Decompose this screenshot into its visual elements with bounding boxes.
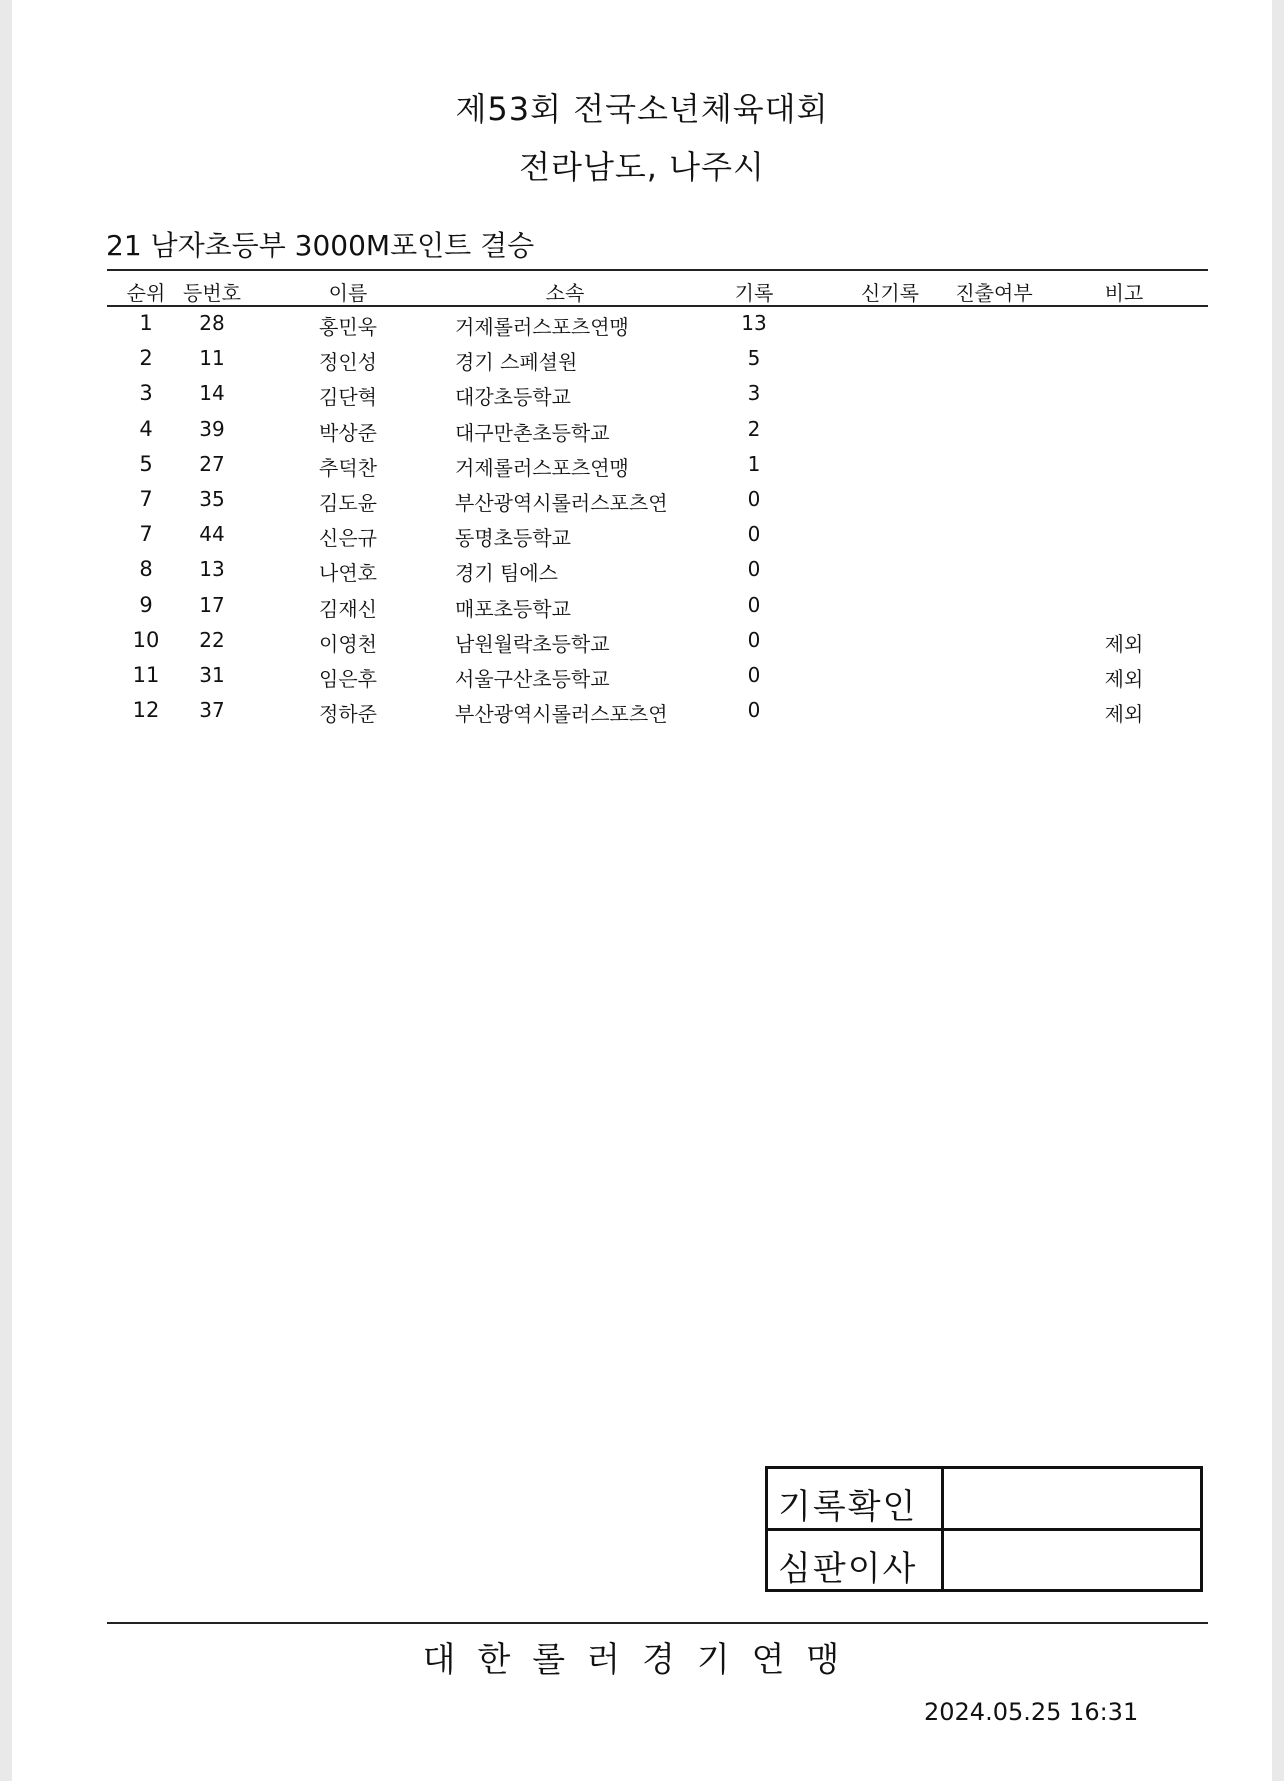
table-row [12,698,1272,726]
record-cell: 13 [741,311,767,335]
record-cell: 0 [747,487,761,511]
rank-cell: 7 [139,522,153,547]
event-title: 21 남자초등부 3000M포인트 결승 [106,229,535,262]
name-cell: 김재신 [319,596,377,621]
name-cell: 정인성 [319,350,377,375]
team-cell: 경기 스페셜원 [455,350,578,375]
team-cell: 경기 팀에스 [455,561,558,586]
rank-cell: 3 [139,381,153,406]
header-rank: 순위 [126,281,166,305]
table-row [12,311,1272,339]
record-cell: 0 [747,698,761,723]
header-team: 소속 [545,281,585,305]
table-row [12,487,1272,515]
bib-cell: 13 [199,557,225,582]
name-cell: 김도윤 [319,491,377,515]
table-row [12,522,1272,550]
note-cell: 제외 [1104,667,1144,691]
header-advance: 진출여부 [955,281,1033,305]
record-cell: 3 [747,381,761,406]
rank-cell: 8 [139,557,153,582]
bib-cell: 44 [199,522,225,547]
table-row [12,593,1272,621]
team-cell: 부산광역시롤러스포츠연 [455,702,668,727]
bib-cell: 14 [199,381,225,406]
table-row [12,557,1272,585]
record-cell: 0 [747,557,761,582]
record-cell: 5 [747,346,761,371]
record-cell: 0 [747,592,761,617]
bib-cell: 17 [199,592,225,617]
header-record: 기록 [734,281,774,305]
bib-cell: 28 [199,311,225,335]
competition-location: 전라남도, 나주시 [519,148,765,186]
table-row [12,346,1272,374]
record-confirm-label: 기록확인 [778,1487,918,1527]
name-cell: 추덕찬 [319,455,377,480]
name-cell: 홍민욱 [319,315,377,339]
name-cell: 나연호 [319,561,377,586]
header-new-record: 신기록 [861,281,919,305]
rank-cell: 9 [139,592,153,617]
table-row [12,417,1272,445]
record-cell: 0 [747,627,761,652]
referee-label: 심판이사 [778,1549,918,1589]
name-cell: 이영천 [319,631,377,656]
record-cell: 2 [747,416,761,441]
team-cell: 동명초등학교 [455,526,571,551]
bib-cell: 35 [199,487,225,511]
table-row [12,663,1272,691]
note-cell: 제외 [1104,702,1144,727]
table-row [12,452,1272,480]
team-cell: 대강초등학교 [455,385,571,410]
record-cell: 1 [747,451,761,476]
name-cell: 신은규 [319,526,377,551]
name-cell: 정하준 [319,702,377,727]
rank-cell: 5 [139,451,153,476]
rank-cell: 4 [139,416,153,441]
document-page [12,0,1272,1781]
bib-cell: 39 [199,416,225,441]
competition-title: 제53회 전국소년체육대회 [455,90,829,128]
team-cell: 남원월락초등학교 [455,631,610,656]
team-cell: 거제롤러스포츠연맹 [455,315,629,339]
bib-cell: 22 [199,627,225,652]
table-top-rule [107,269,1208,271]
bib-cell: 27 [199,451,225,476]
team-cell: 대구만촌초등학교 [455,420,610,445]
table-header [12,277,1272,303]
team-cell: 부산광역시롤러스포츠연 [455,491,668,515]
name-cell: 김단혁 [319,385,377,410]
team-cell: 서울구산초등학교 [455,667,610,691]
table-row [12,381,1272,409]
rank-cell: 10 [132,627,160,652]
print-datetime: 2024.05.25 16:31 [924,1698,1139,1726]
bib-cell: 37 [199,698,225,723]
bib-cell: 11 [199,346,225,371]
table-row [12,628,1272,656]
record-cell: 0 [747,522,761,547]
header-note: 비고 [1104,281,1144,305]
rank-cell: 7 [139,487,153,511]
rank-cell: 1 [139,311,153,335]
header-bib: 등번호 [183,281,241,305]
header-name: 이름 [328,281,368,305]
team-cell: 거제롤러스포츠연맹 [455,455,629,480]
name-cell: 임은후 [319,667,377,691]
record-cell: 0 [747,663,761,687]
rank-cell: 11 [132,663,160,687]
rank-cell: 2 [139,346,153,371]
team-cell: 매포초등학교 [455,596,571,621]
rank-cell: 12 [132,698,160,723]
bib-cell: 31 [199,663,225,687]
name-cell: 박상준 [319,420,377,445]
note-cell: 제외 [1104,631,1144,656]
footer-rule [107,1622,1208,1624]
signature-box [765,1466,1203,1592]
table-header-rule [107,305,1208,307]
organization-name: 대한롤러경기연맹 [422,1640,862,1680]
